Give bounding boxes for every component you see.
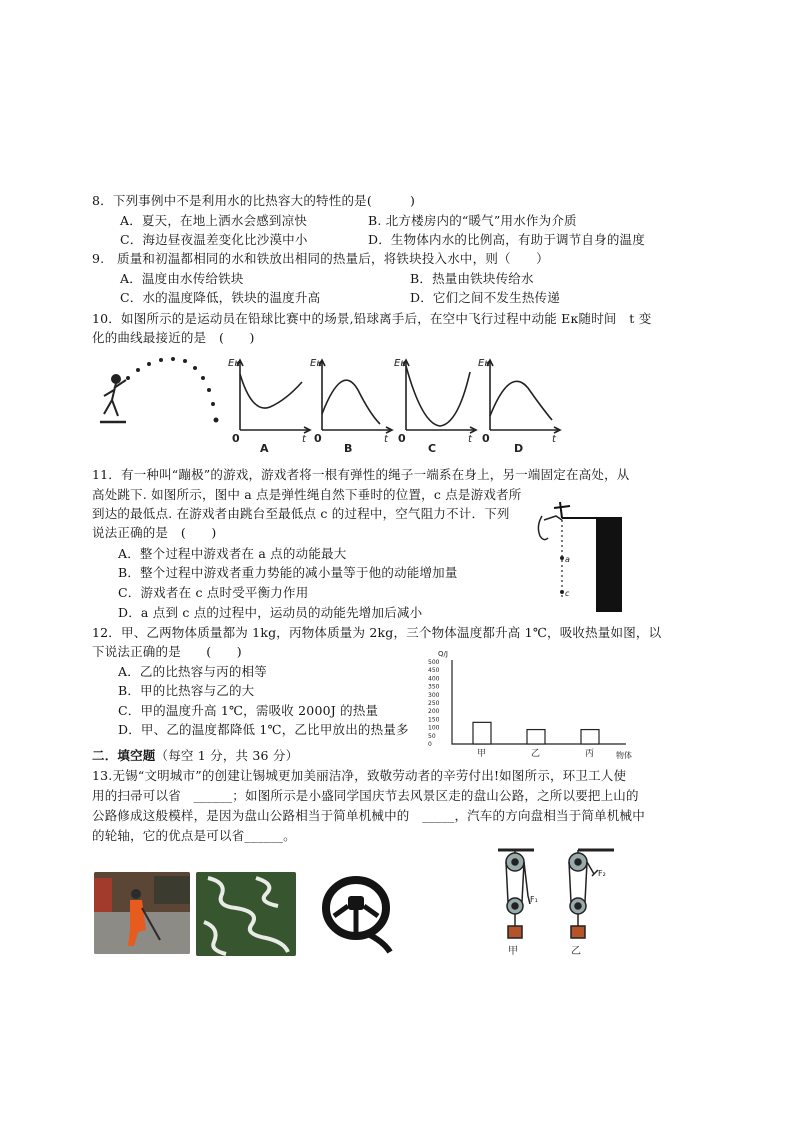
- q12-line2: 下说法正确的是 ( ): [92, 644, 242, 659]
- q12-option-d: D．甲、乙的温度都降低 1℃，乙比甲放出的热量多: [118, 722, 409, 737]
- graph-b-ylabel: Eκ: [310, 358, 323, 369]
- point-c-label: c: [565, 589, 570, 598]
- shot-put-figure: [96, 352, 236, 437]
- chart-yticks: [428, 659, 440, 748]
- q13-line2: 用的扫帚可以省 ______；如图所示是小盛同学国庆节去风景区走的盘山公路，之所以要把上山的: [92, 788, 639, 803]
- graph-d-origin: 0: [482, 432, 490, 445]
- chart-ytick-label: 400: [428, 675, 440, 683]
- q9-option-c: C．水的温度降低，铁块的温度升高: [120, 290, 321, 305]
- pulley-system-right: [569, 850, 594, 938]
- graph-a-ylabel: Eκ: [228, 358, 241, 369]
- chart-bar: [473, 722, 491, 744]
- chart-bar: [581, 730, 599, 744]
- graph-d-ylabel: Eκ: [478, 358, 491, 369]
- ek-t-graphs: [226, 352, 576, 457]
- chart-ytick-label: 450: [428, 667, 440, 675]
- chart-ytick-label: 150: [428, 716, 440, 724]
- q9-option-d: D．它们之间不发生热传递: [410, 290, 560, 305]
- point-a-label: a: [565, 555, 570, 564]
- q11-line1: 11．有一种叫“蹦极”的游戏，游戏者将一根有弹性的绳子一端系在身上，另一端固定在高处，从: [92, 467, 630, 482]
- trajectory-dots: [126, 357, 219, 423]
- q11-option-c: C．游戏者在 c 点时受平衡力作用: [118, 585, 309, 600]
- curve-d: [490, 381, 552, 420]
- q9-option-a: A．温度由水传给铁块: [120, 271, 244, 286]
- q12-line1: 12．甲、乙两物体质量都为 1kg，丙物体质量为 2kg，三个物体温度都升高 1℃，吸收热量如图，以: [92, 625, 662, 640]
- q8-option-c: C．海边昼夜温差变化比沙漠中小: [120, 232, 308, 247]
- chart-ylabel: Q/J: [438, 650, 448, 658]
- graph-a-origin: 0: [232, 432, 240, 445]
- q11-option-a: A．整个过程中游戏者在 a 点的动能最大: [118, 546, 347, 561]
- chart-ytick-label: 50: [428, 732, 436, 740]
- chart-category-label: 甲: [477, 749, 487, 759]
- graph-b-xlabel: t: [384, 434, 388, 445]
- pulley-right-label: 乙: [571, 946, 581, 957]
- athlete-figure: [100, 375, 126, 422]
- q13-line3: 公路修成这般模样，是因为盘山公路相当于简单机械中的 _____，汽车的方向盘相当于简单机械中: [92, 808, 645, 823]
- graph-b-label: B: [344, 442, 353, 455]
- sweeper-photo: [94, 872, 190, 954]
- graph-b-origin: 0: [314, 432, 322, 445]
- graph-d-xlabel: t: [552, 434, 556, 445]
- graph-a-label: A: [260, 442, 269, 455]
- q8-stem: 8．下列事例中不是利用水的比热容大的特性的是( ): [92, 193, 416, 208]
- bungee-figure: [532, 496, 628, 616]
- q9-option-b: B．热量由铁块传给水: [410, 271, 534, 286]
- pulley-system-left: [506, 850, 528, 938]
- pulley-left-label: 甲: [508, 946, 518, 957]
- q11-line4: 说法正确的是 ( ): [92, 525, 217, 540]
- curve-b: [322, 380, 380, 424]
- chart-ytick-label: 200: [428, 708, 440, 716]
- q12-option-c: C．甲的温度升高 1℃，需吸收 2000J 的热量: [118, 703, 379, 718]
- chart-category-label: 丙: [585, 749, 595, 759]
- q9-stem: 9. 质量和初温都相同的水和铁放出相同的热量后，将铁块投入水中，则（ ）: [92, 251, 549, 266]
- q11-line3: 到达的最低点. 在游戏者由跳台至最低点 c 的过程中，空气阻力不计．下列: [92, 506, 510, 521]
- chart-ytick-label: 350: [428, 683, 440, 691]
- section2-note: （每空 1 分，共 36 分）: [155, 748, 299, 763]
- graph-c-origin: 0: [398, 432, 406, 445]
- graph-c-xlabel: t: [468, 434, 472, 445]
- force-f1-label: F₁: [530, 895, 538, 904]
- q13-line1: 13.无锡“文明城市”的创建让锡城更加美丽洁净，致敬劳动者的辛劳付出!如图所示，环卫工人使: [92, 768, 627, 783]
- curve-a: [240, 374, 302, 408]
- chart-category-labels: [477, 748, 594, 759]
- q11-option-d: D．a 点到 c 点的过程中，运动员的动能先增加后减小: [118, 605, 423, 620]
- chart-bar: [527, 730, 545, 744]
- graph-d-label: D: [514, 442, 524, 455]
- q12-option-b: B．甲的比热容与乙的大: [118, 683, 255, 698]
- q11-option-b: B．整个过程中游戏者重力势能的减小量等于他的动能增加量: [118, 565, 458, 580]
- chart-ytick-label: 250: [428, 700, 440, 707]
- section2-title: 二．填空题: [92, 748, 156, 763]
- graph-c-ylabel: Eκ: [394, 358, 407, 369]
- q13-line4: 的轮轴，它的优点是可以省______。: [92, 828, 296, 843]
- chart-xlabel: 物体: [616, 751, 632, 760]
- q8-option-d: D．生物体内水的比例高，有助于调节自身的温度: [368, 232, 645, 247]
- graph-a-xlabel: t: [302, 434, 306, 445]
- jumper-figure: [538, 516, 562, 540]
- chart-category-label: 乙: [531, 749, 541, 759]
- section2-heading: [92, 747, 298, 765]
- chart-ytick-label: 300: [428, 691, 440, 699]
- curve-c: [406, 366, 470, 426]
- q8-option-b: B. 北方楼房内的“暖气”用水作为介质: [368, 213, 577, 228]
- q12-option-a: A．乙的比热容与丙的相等: [118, 664, 267, 679]
- q10-line1: 10．如图所示的是运动员在铅球比赛中的场景,铅球离手后，在空中飞行过程中动能 Eκ随时间 t 变: [92, 311, 652, 326]
- pulley-diagrams: [494, 844, 634, 960]
- platform-tower: [596, 518, 622, 612]
- mountain-road-photo: [196, 872, 296, 956]
- q11-line2: 高处跳下. 如图所示，图中 a 点是弹性绳自然下垂时的位置，c 点是游戏者所: [92, 487, 522, 502]
- q10-line2: 化的曲线最接近的是 ( ): [92, 330, 255, 345]
- chart-ytick-label: 0: [428, 741, 432, 748]
- force-f2-label: F₂: [598, 869, 606, 878]
- chart-ytick-label: 100: [428, 724, 440, 732]
- q8-option-a: A．夏天，在地上洒水会感到凉快: [120, 213, 308, 228]
- graph-c-label: C: [428, 442, 437, 455]
- chart-bars: [473, 722, 599, 744]
- steering-wheel-photo: [318, 872, 394, 956]
- chart-ytick-label: 500: [428, 659, 440, 666]
- heat-bar-chart: [426, 646, 640, 762]
